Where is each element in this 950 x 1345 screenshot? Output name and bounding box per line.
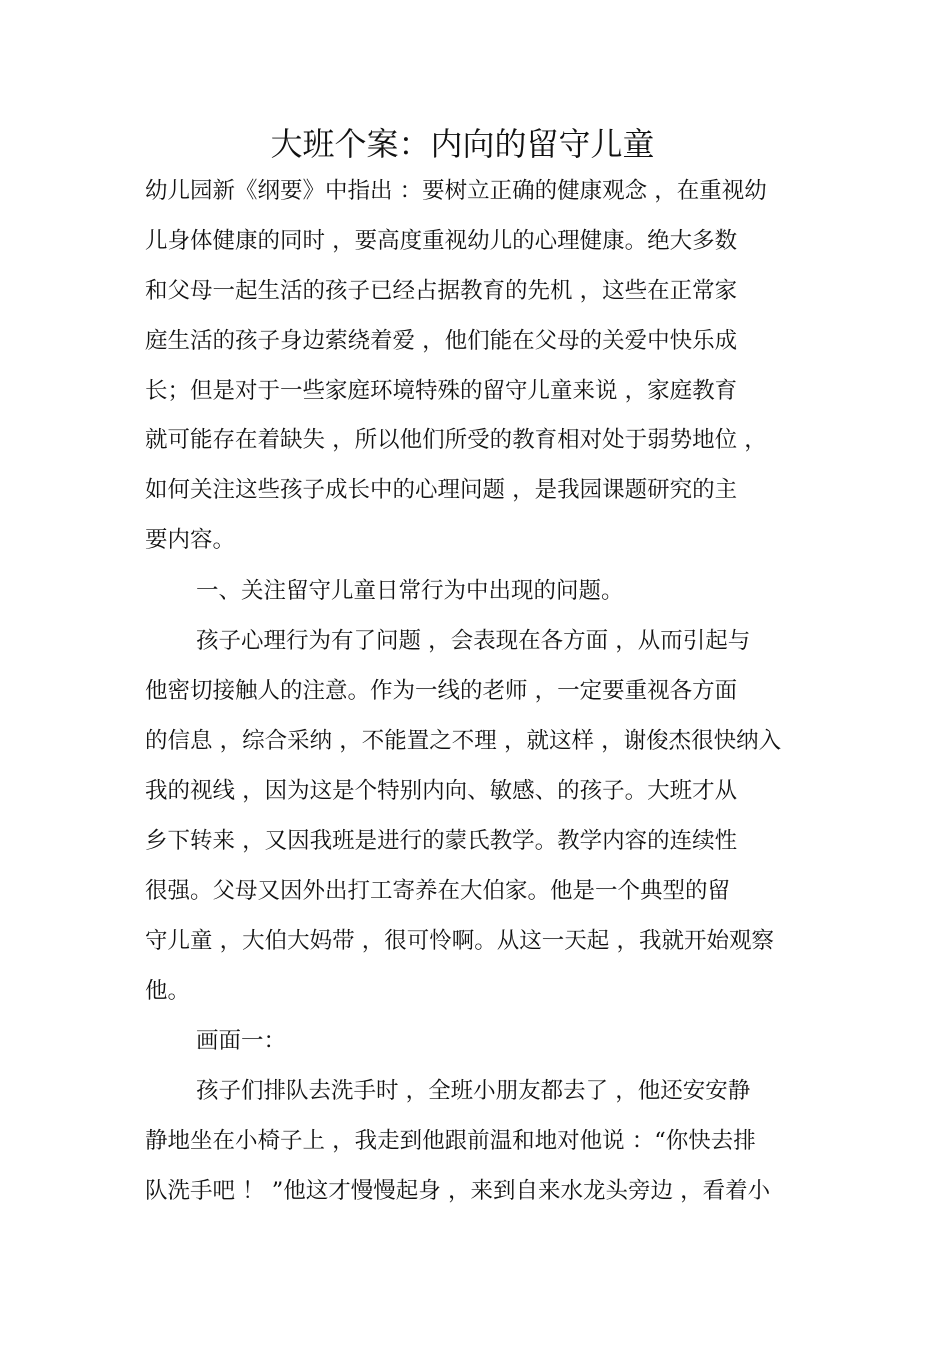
paragraph-line: 和父母一起生活的孩子已经占据教育的先机 ，这些在正常家: [145, 278, 738, 304]
paragraph-line: 幼儿园新《纲要》中指出 ：要树立正确的健康观念 ，在重视幼: [145, 178, 767, 204]
paragraph-line: 乡下转来 ，又因我班是进行的蒙氏教学。教学内容的连续性: [145, 828, 738, 854]
paragraph-line: 长；但是对于一些家庭环境特殊的留守儿童来说 ，家庭教育: [145, 378, 738, 404]
paragraph-line: 就可能存在着缺失 ，所以他们所受的教育相对处于弱势地位 ，: [145, 427, 767, 453]
paragraph-line: 庭生活的孩子身边萦绕着爱 ，他们能在父母的关爱中快乐成: [145, 328, 738, 354]
paragraph-line: 如何关注这些孩子成长中的心理问题 ，是我园课题研究的主: [145, 477, 738, 503]
paragraph-line: 静地坐在小椅子上 ，我走到他跟前温和地对他说 ：“你快去排: [145, 1128, 756, 1154]
paragraph-line: 队洗手吧 ！ ”他这才慢慢起身 ，来到自来水龙头旁边 ，看着小: [145, 1178, 771, 1204]
paragraph-line: 要内容。: [145, 527, 236, 553]
paragraph-line: 我的视线 ，因为这是个特别内向、敏感、的孩子。大班才从: [145, 778, 738, 804]
section-heading: 一、关注留守儿童日常行为中出现的问题。: [196, 578, 624, 604]
paragraph-line: 孩子心理行为有了问题 ，会表现在各方面 ，从而引起与: [196, 628, 751, 654]
paragraph-line: 的信息 ，综合采纳 ，不能置之不理 ，就这样 ，谢俊杰很快纳入: [145, 728, 782, 754]
paragraph-line: 他。: [145, 978, 191, 1004]
paragraph-line: 他密切接触人的注意。作为一线的老师 ，一定要重视各方面: [145, 678, 738, 704]
paragraph-line: 很强。父母又因外出打工寄养在大伯家。他是一个典型的留: [145, 878, 731, 904]
document-title: 大班个案：内向的留守儿童: [270, 125, 655, 163]
paragraph-line: 孩子们排队去洗手时 ，全班小朋友都去了 ，他还安安静: [196, 1078, 751, 1104]
paragraph-line: 儿身体健康的同时 ，要高度重视幼儿的心理健康。绝大多数: [145, 228, 738, 254]
scene-heading: 画面一：: [196, 1028, 287, 1054]
paragraph-line: 守儿童 ，大伯大妈带 ，很可怜啊。从这一天起 ，我就开始观察: [145, 928, 774, 954]
